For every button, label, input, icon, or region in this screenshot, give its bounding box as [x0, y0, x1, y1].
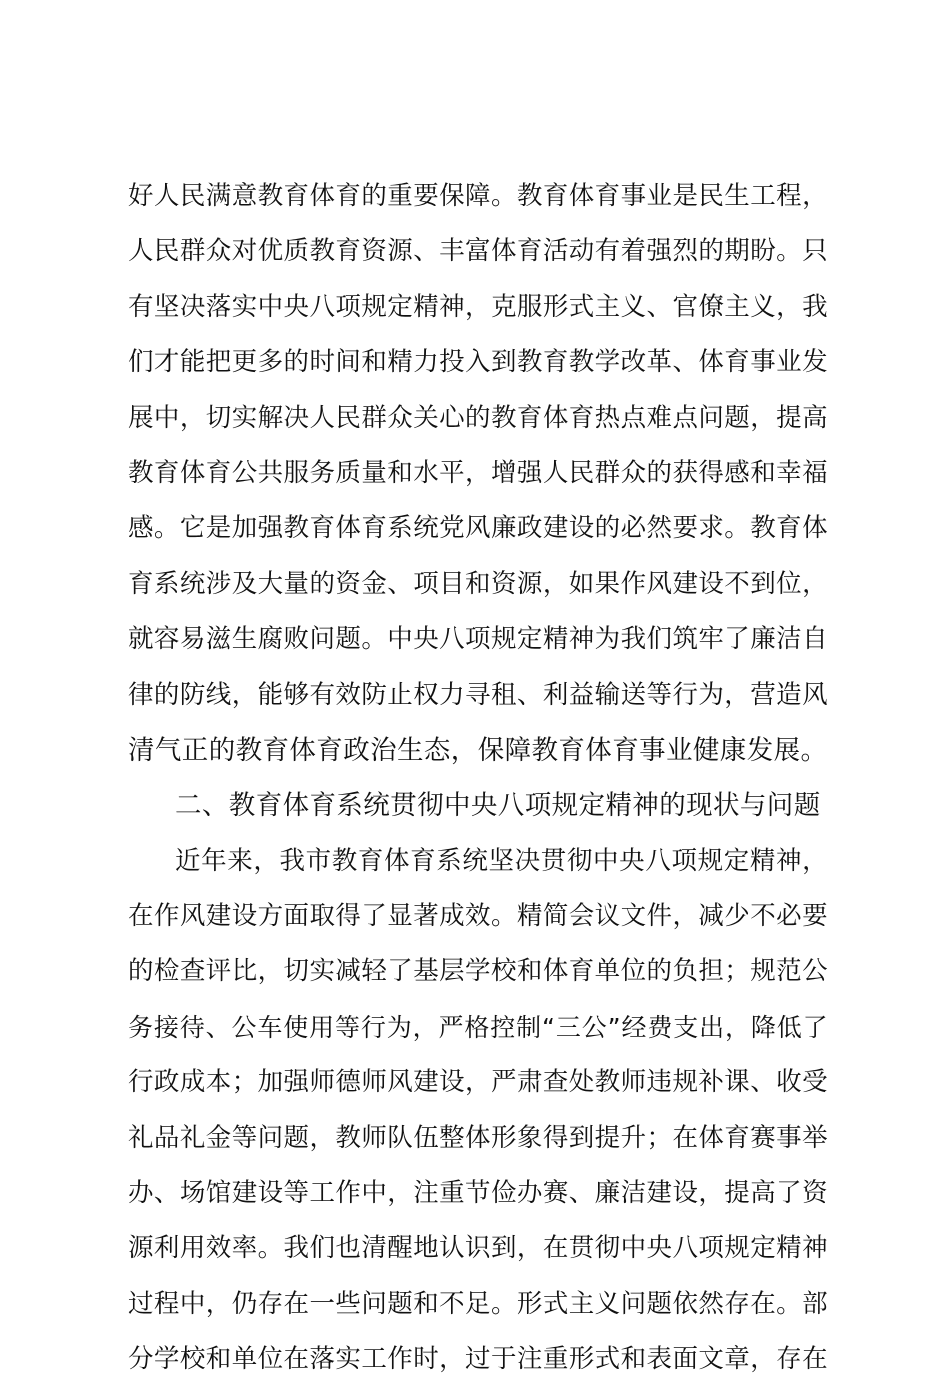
- text-line: 清气正的教育体育政治生态，保障教育体育事业健康发展。: [128, 734, 828, 766]
- text-line: 分学校和单位在落实工作时，过于注重形式和表面文章，存在: [128, 1344, 828, 1375]
- text-line: 行政成本；加强师德师风建设，严肃查处教师违规补课、收受: [128, 1067, 828, 1098]
- text-line: 源利用效率。我们也清醒地认识到，在贯彻中央八项规定精神: [128, 1233, 828, 1264]
- section-heading: 二、教育体育系统贯彻中央八项规定精神的现状与问题: [175, 790, 821, 822]
- text-line: 有坚决落实中央八项规定精神，克服形式主义、官僚主义，我: [128, 291, 828, 322]
- text-line: 们才能把更多的时间和精力投入到教育教学改革、体育事业发: [128, 347, 828, 378]
- text-line: 过程中，仍存在一些问题和不足。形式主义问题依然存在。部: [128, 1288, 828, 1319]
- text-line: 近年来，我市教育体育系统坚决贯彻中央八项规定精神，: [175, 845, 828, 876]
- text-line: 感。它是加强教育体育系统党风廉政建设的必然要求。教育体: [128, 513, 828, 544]
- text-line: 好人民满意教育体育的重要保障。教育体育事业是民生工程，: [128, 181, 828, 211]
- text-line: 育系统涉及大量的资金、项目和资源，如果作风建设不到位，: [128, 568, 828, 599]
- text-line: 礼品礼金等问题，教师队伍整体形象得到提升；在体育赛事举: [128, 1122, 828, 1153]
- text-line: 教育体育公共服务质量和水平，增强人民群众的获得感和幸福: [128, 457, 828, 488]
- text-line: 办、场馆建设等工作中，注重节俭办赛、廉洁建设，提高了资: [128, 1178, 828, 1209]
- text-line: 务接待、公车使用等行为，严格控制“三公”经费支出，降低了: [128, 1012, 828, 1042]
- text-line: 律的防线，能够有效防止权力寻租、利益输送等行为，营造风: [128, 679, 828, 710]
- text-line: 人民群众对优质教育资源、丰富体育活动有着强烈的期盼。只: [128, 236, 828, 267]
- text-line: 展中，切实解决人民群众关心的教育体育热点难点问题，提高: [128, 402, 828, 433]
- text-line: 在作风建设方面取得了显著成效。精简会议文件，减少不必要: [128, 901, 828, 932]
- body-text: [128, 169, 828, 1388]
- text-line: 就容易滋生腐败问题。中央八项规定精神为我们筑牢了廉洁自: [128, 624, 828, 655]
- text-line: 的检查评比，切实减轻了基层学校和体育单位的负担；规范公: [128, 956, 828, 987]
